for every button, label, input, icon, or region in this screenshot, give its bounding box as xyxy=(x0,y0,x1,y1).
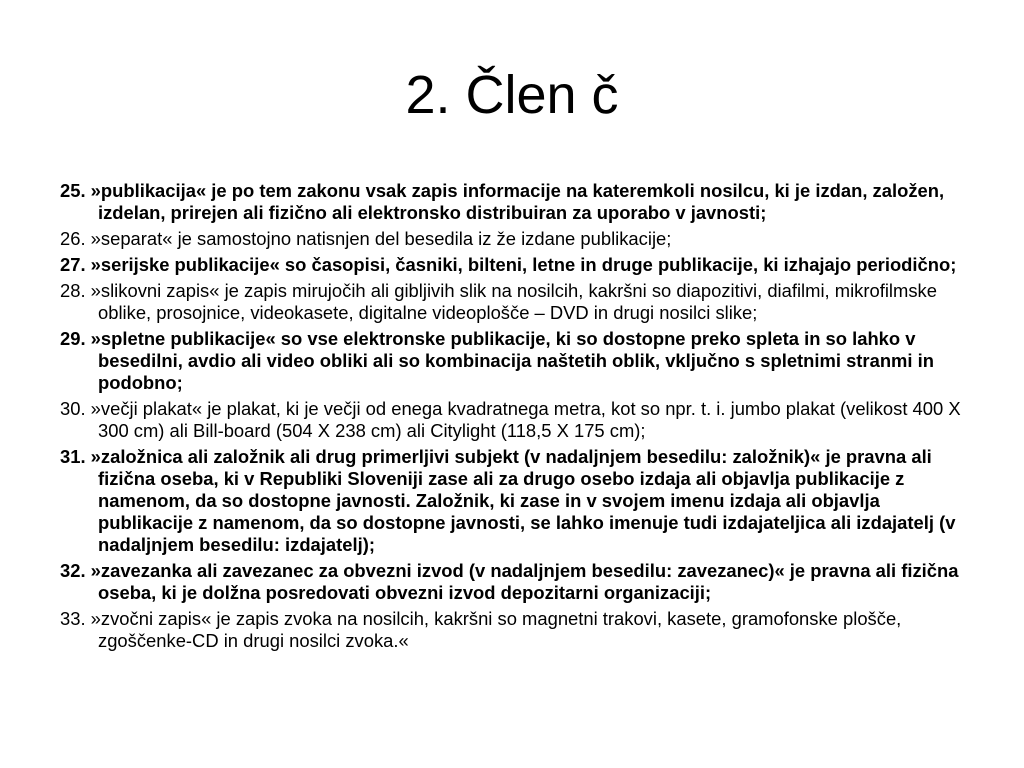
definition-item: 28. »slikovni zapis« je zapis mirujočih ali gibljivih slik na nosilcih, kakršni so diapozitivi, diafilmi, mikrofilmske oblike, prosojnice, videokasete, digitalne videoplošče – DVD in drugi nosilci slike; xyxy=(60,280,937,323)
definition-item: 27. »serijske publikacije« so časopisi, časniki, bilteni, letne in druge publikacije, ki izhajajo periodično; xyxy=(60,254,957,275)
definition-item: 32. »zavezanka ali zavezanec za obvezni izvod (v nadaljnjem besedilu: zavezanec)« je pravna ali fizična oseba, ki je dolžna posredovati obvezni izvod depozitarni organizaciji; xyxy=(60,560,959,603)
definition-item: 25. »publikacija« je po tem zakonu vsak zapis informacije na kateremkoli nosilcu, ki je izdan, založen, izdelan, prirejen ali fizično ali elektronsko distribuiran za uporabo v javnosti; xyxy=(60,180,945,223)
definition-item: 33. »zvočni zapis« je zapis zvoka na nosilcih, kakršni so magnetni trakovi, kasete, gramofonske plošče, zgoščenke-CD in drugi nosilci zvoka.« xyxy=(60,608,902,651)
definition-item: 30. »večji plakat« je plakat, ki je večji od enega kvadratnega metra, kot so npr. t. i. jumbo plakat (velikost 400 X 300 cm) ali Bill-board (504 X 238 cm) ali Citylight (118,5 X 175 cm); xyxy=(60,398,961,441)
definition-item: 29. »spletne publikacije« so vse elektronske publikacije, ki so dostopne preko spleta in so lahko v besedilni, avdio ali video obliki ali so kombinacija naštetih oblik, vključno s spletnimi stranmi in podobno; xyxy=(60,328,934,393)
slide-title: 2. Člen č xyxy=(405,65,619,125)
definition-list xyxy=(60,180,975,656)
definition-item: 31. »založnica ali založnik ali drug primerljivi subjekt (v nadaljnjem besedilu: založnik)« je pravna ali fizična oseba, ki v Republiki Sloveniji zase ali za drugo osebo izdaja ali objavlja publikacije z namenom, da so dostopne javnosti. Založnik, ki zase in v svojem imenu izdaja ali objavlja publikacije z namenom, da so dostopne javnosti, se lahko imenuje tudi izdajateljica ali izdajatelj (v nadaljnjem besedilu: izdajatelj); xyxy=(60,446,956,555)
definition-item: 26. »separat« je samostojno natisnjen del besedila iz že izdane publikacije; xyxy=(60,228,672,249)
